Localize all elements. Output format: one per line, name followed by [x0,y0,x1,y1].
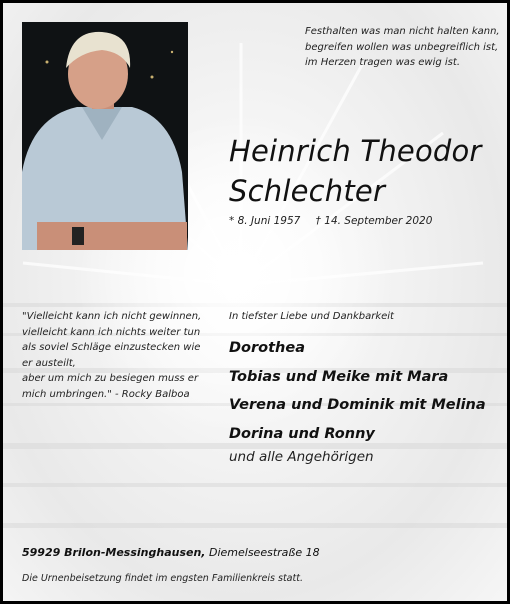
portrait-photo [22,22,188,250]
mourner-name: Verena und Dominik mit Melina [229,397,486,413]
name-line-2: Schlechter [229,174,386,208]
address-place: 59929 Brilon-Messinghausen, [22,546,206,559]
address-street: Diemelseestraße 18 [208,546,320,559]
mourners-list [229,334,486,448]
name-line-1: Heinrich Theodor [229,134,482,168]
death-date: † 14. September 2020 [315,215,433,227]
top-quote-line: im Herzen tragen was ewig ist. [305,57,460,68]
birth-date: * 8. Juni 1957 [229,215,301,227]
mourner-name: Tobias und Meike mit Mara [229,368,449,385]
deceased-name [229,131,482,211]
quote-line: mich umbringen." - Rocky Balboa [22,388,190,400]
mourner-name: Dorothea [229,340,305,356]
rocky-quote [22,309,212,402]
mourner-name: Dorina und Ronny [229,425,375,442]
top-quote [305,24,500,71]
address [22,546,320,559]
top-quote-line: begreifen wollen was unbegreiflich ist, [305,41,499,53]
quote-line: "Vielleicht kann ich nicht gewinnen, [22,311,202,322]
top-quote-line: Festhalten was man nicht halten kann, [305,26,500,37]
other-relatives: und alle Angehörigen [229,449,374,465]
life-dates [229,215,432,227]
burial-note: Die Urnenbeisetzung findet im engsten Familienkreis statt. [22,573,303,584]
quote-line: aber um mich zu besiegen muss er [22,373,199,384]
quote-line: er austeilt, [22,357,76,369]
mourners-intro: In tiefster Liebe und Dankbarkeit [229,311,394,322]
quote-line: vielleicht kann ich nichts weiter tun [22,326,201,338]
quote-line: als soviel Schläge einzustecken wie [22,342,201,353]
